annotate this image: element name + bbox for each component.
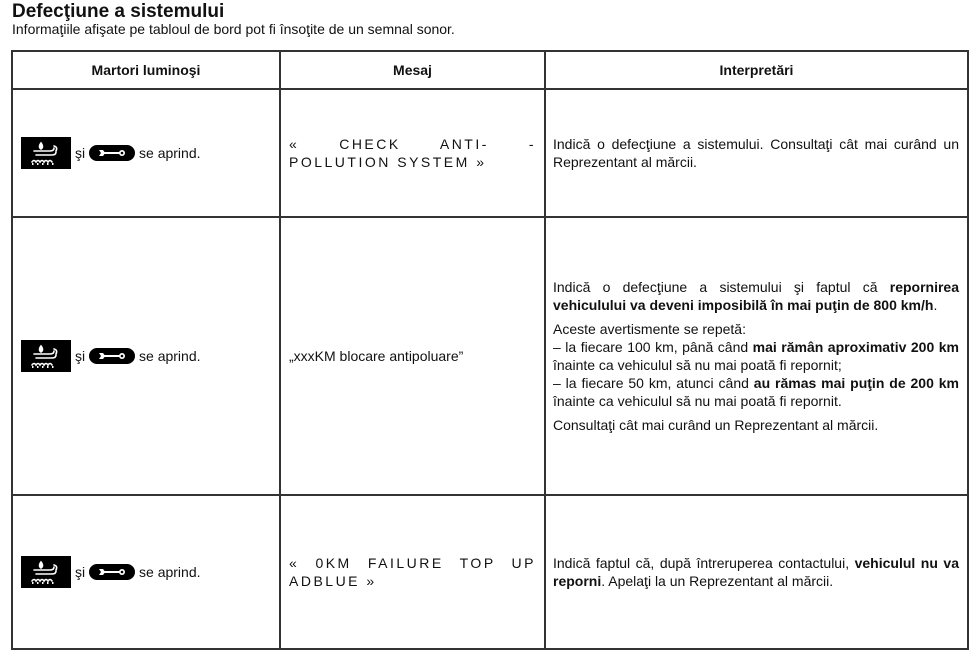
bold-span: mai rămân aproximativ 200 km bbox=[752, 339, 959, 355]
text-span: . Apelaţi la un Reprezentant al mărcii. bbox=[601, 573, 834, 589]
table-header-row bbox=[12, 51, 968, 89]
wrench-service-icon bbox=[89, 564, 135, 580]
and-label: şi bbox=[75, 145, 86, 161]
text-span: . bbox=[933, 297, 938, 313]
lamp-suffix: se aprind. bbox=[139, 348, 201, 364]
header-martori: Martori luminoşi bbox=[12, 51, 280, 89]
anti-pollution-warning-icon bbox=[21, 556, 71, 588]
warning-table bbox=[11, 50, 969, 650]
text-span: Aceste avertismente se repetă: bbox=[553, 321, 746, 337]
and-label: şi bbox=[75, 564, 86, 580]
interpretation-para-1 bbox=[553, 278, 959, 314]
lamp-cell bbox=[12, 495, 280, 649]
header-interpretari: Interpretări bbox=[545, 51, 968, 89]
interpretation-para-3: Consultaţi cât mai curând un Reprezentant al mărcii. bbox=[553, 417, 879, 433]
table-row bbox=[12, 495, 968, 649]
page-title: Defecţiune a sistemului bbox=[12, 1, 225, 22]
wrench-service-icon bbox=[89, 348, 135, 364]
lamp-cell bbox=[12, 217, 280, 495]
bold-span: vehiculul nu va reporni bbox=[553, 555, 959, 589]
and-label: şi bbox=[75, 348, 86, 364]
interpretation-text bbox=[553, 554, 959, 590]
interpretation-text: Indică o defecţiune a sistemului. Consultaţi cât mai curând un Reprezentant al mărcii. bbox=[553, 136, 959, 170]
bold-span: repornirea vehiculului va deveni imposibilă în mai puţin de 800 km/h bbox=[553, 279, 959, 313]
text-span: Indică faptul că, după întreruperea contactului, bbox=[553, 555, 855, 571]
lamp-cell bbox=[12, 89, 280, 217]
text-span: – la fiecare 100 km, până când bbox=[553, 339, 753, 355]
bold-span: au rămas mai puţin de 200 km bbox=[753, 375, 959, 391]
interpretation-cell bbox=[545, 89, 968, 217]
interpretation-para-2 bbox=[553, 320, 959, 410]
page-subtitle: Informaţiile afişate pe tabloul de bord pot fi însoţite de un semnal sonor. bbox=[12, 21, 455, 37]
wrench-service-icon bbox=[89, 145, 135, 161]
table-row bbox=[12, 217, 968, 495]
anti-pollution-warning-icon bbox=[21, 340, 71, 372]
table-row bbox=[12, 89, 968, 217]
message-cell: „xxxKM blocare antipoluare” bbox=[280, 217, 545, 495]
message-cell: « CHECK ANTI- - POLLUTION SYSTEM » bbox=[280, 89, 545, 217]
message-cell: « 0KM FAILURE TOP UP ADBLUE » bbox=[280, 495, 545, 649]
text-span: – la fiecare 50 km, atunci când bbox=[553, 375, 754, 391]
text-span: Indică o defecţiune a sistemului şi faptul că bbox=[553, 279, 890, 295]
lamp-suffix: se aprind. bbox=[139, 564, 201, 580]
interpretation-cell bbox=[545, 217, 968, 495]
anti-pollution-warning-icon bbox=[21, 137, 71, 169]
text-span: înainte ca vehiculul să nu mai poată fi repornit. bbox=[553, 393, 842, 409]
interpretation-cell bbox=[545, 495, 968, 649]
header-mesaj: Mesaj bbox=[280, 51, 545, 89]
text-span: înainte ca vehiculul să nu mai poată fi repornit; bbox=[553, 357, 842, 373]
lamp-suffix: se aprind. bbox=[139, 145, 201, 161]
